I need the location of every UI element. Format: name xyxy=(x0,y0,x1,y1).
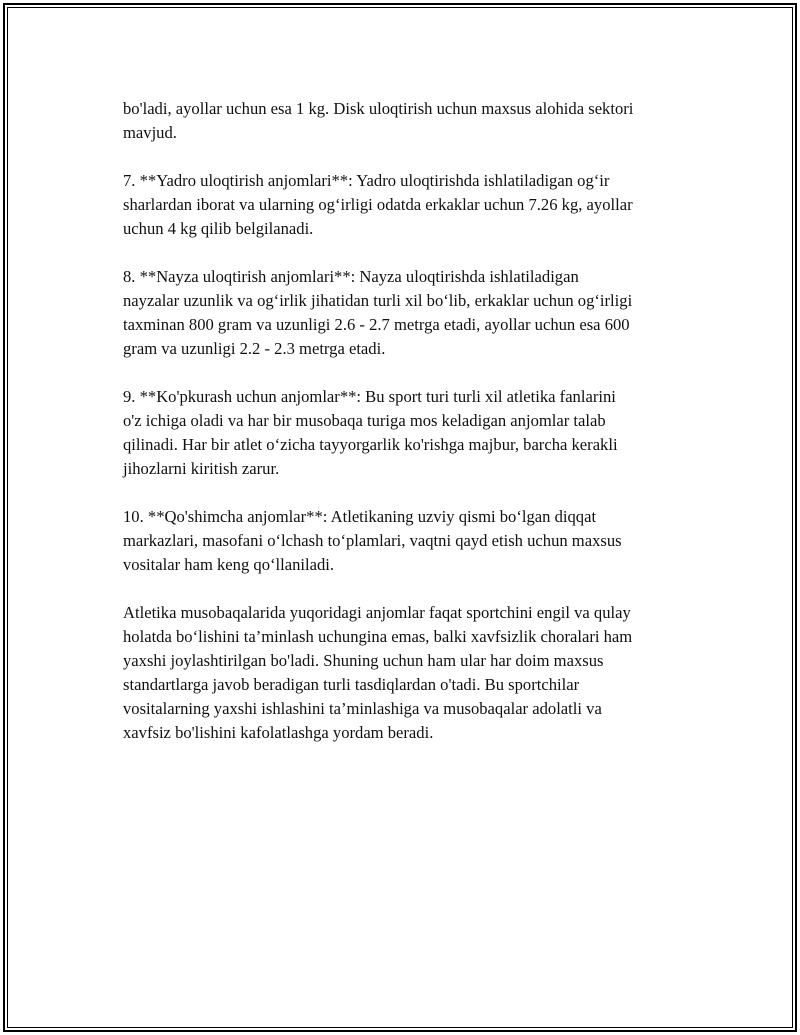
text-line: vositalarning yaxshi ishlashini ta’minlashiga va musobaqalar adolatli va xyxy=(123,699,602,718)
text-line: yaxshi joylashtirilgan bo'ladi. Shuning uchun ham ular har doim maxsus xyxy=(123,651,604,670)
text-line: standartlarga javob beradigan turli tasdiqlardan o'tadi. Bu sportchilar xyxy=(123,675,580,694)
text-line: bo'ladi, ayollar uchun esa 1 kg. Disk uloqtirish uchun maxsus alohida sektori xyxy=(123,99,634,118)
text-line: vositalar ham keng qo‘llaniladi. xyxy=(123,555,335,574)
text-line: xavfsiz bo'lishini kafolatlashga yordam beradi. xyxy=(123,723,434,742)
text-line: sharlardan iborat va ularning og‘irligi odatda erkaklar uchun 7.26 kg, ayollar xyxy=(123,195,633,214)
text-line: 8. **Nayza uloqtirish anjomlari**: Nayza uloqtirishda ishlatiladigan xyxy=(123,267,579,286)
text-line: mavjud. xyxy=(123,123,177,142)
text-line: gram va uzunligi 2.2 - 2.3 metrga etadi. xyxy=(123,339,386,358)
paragraph-conclusion xyxy=(123,601,703,745)
text-line: uchun 4 kg qilib belgilanadi. xyxy=(123,219,314,238)
text-line: nayzalar uzunlik va og‘irlik jihatidan turli xil bo‘lib, erkaklar uchun og‘irligi xyxy=(123,291,633,310)
text-line: o'z ichiga oladi va har bir musobaqa turiga mos keladigan anjomlar talab xyxy=(123,411,606,430)
text-line: Atletika musobaqalarida yuqoridagi anjomlar faqat sportchini engil va qulay xyxy=(123,603,631,622)
text-line: holatda bo‘lishini ta’minlash uchungina emas, balki xavfsizlik choralari ham xyxy=(123,627,633,646)
text-line: 7. **Yadro uloqtirish anjomlari**: Yadro uloqtirishda ishlatiladigan og‘ir xyxy=(123,171,610,190)
paragraph-item-7 xyxy=(123,169,703,241)
paragraph-item-9 xyxy=(123,385,703,481)
text-line: 10. **Qo'shimcha anjomlar**: Atletikaning uzviy qismi bo‘lgan diqqat xyxy=(123,507,597,526)
paragraph-disk-continuation xyxy=(123,97,703,145)
paragraph-item-8 xyxy=(123,265,703,361)
text-line: markazlari, masofani o‘lchash to‘plamlari, vaqtni qayd etish uchun maxsus xyxy=(123,531,622,550)
text-line: qilinadi. Har bir atlet o‘zicha tayyorgarlik ko'rishga majbur, barcha kerakli xyxy=(123,435,618,454)
page-frame xyxy=(3,3,797,1032)
document-body xyxy=(123,97,703,769)
text-line: 9. **Ko'pkurash uchun anjomlar**: Bu sport turi turli xil atletika fanlarini xyxy=(123,387,616,406)
text-line: jihozlarni kiritish zarur. xyxy=(123,459,280,478)
paragraph-item-10 xyxy=(123,505,703,577)
text-line: taxminan 800 gram va uzunligi 2.6 - 2.7 metrga etadi, ayollar uchun esa 600 xyxy=(123,315,630,334)
